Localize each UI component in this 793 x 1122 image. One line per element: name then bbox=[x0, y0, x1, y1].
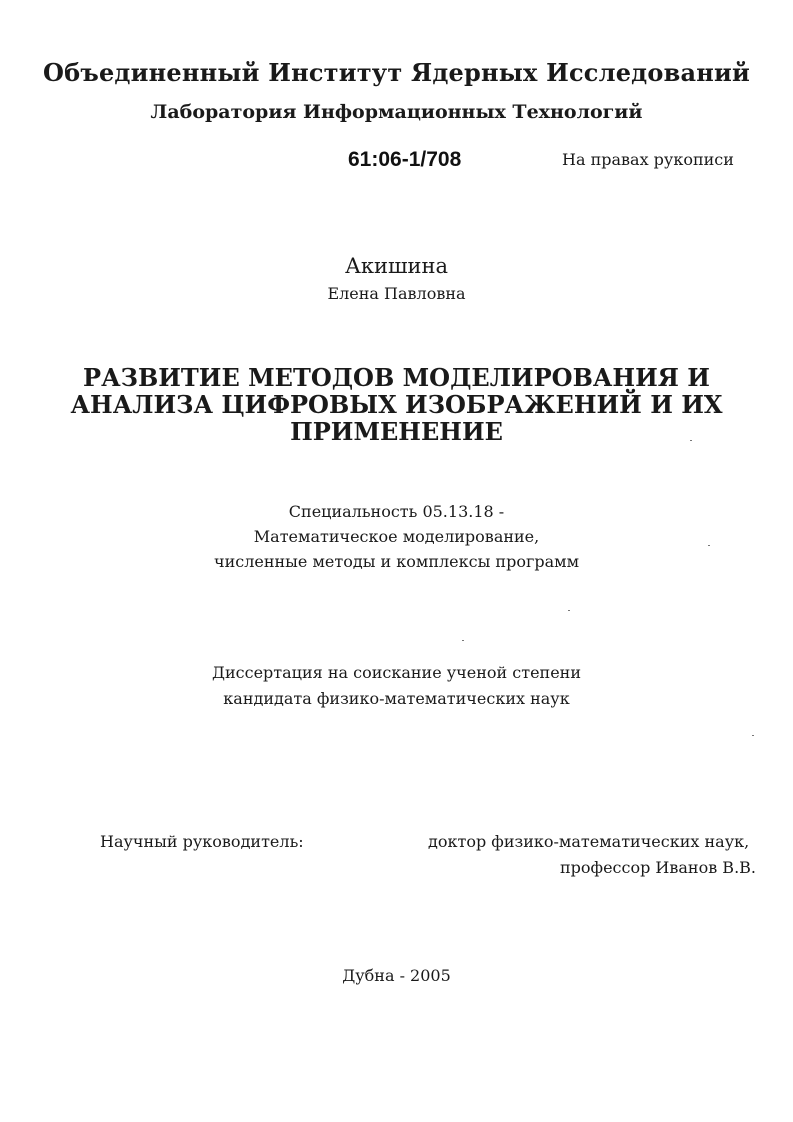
author-given-names: Елена Павловна bbox=[327, 284, 466, 303]
scan-speck bbox=[462, 640, 464, 641]
title-line-3: ПРИМЕНЕНИЕ bbox=[290, 417, 503, 446]
catalog-code: 61:06-1/708 bbox=[348, 148, 462, 171]
place-year: Дубна - 2005 bbox=[342, 966, 451, 985]
laboratory-name: Лаборатория Информационных Технологий bbox=[150, 101, 643, 123]
title-line-2: АНАЛИЗА ЦИФРОВЫХ ИЗОБРАЖЕНИЙ И ИХ bbox=[70, 390, 723, 419]
scan-speck bbox=[568, 610, 570, 611]
supervisor-degree: доктор физико-математических наук, bbox=[428, 832, 750, 851]
degree-block bbox=[0, 660, 793, 712]
supervisor-name: профессор Иванов В.В. bbox=[560, 858, 756, 877]
specialty-line-3: численные методы и комплексы программ bbox=[213, 552, 580, 571]
institute-name: Объединенный Институт Ядерных Исследований bbox=[43, 58, 750, 87]
specialty-line-1: Специальность 05.13.18 - bbox=[288, 502, 505, 521]
scan-speck bbox=[708, 545, 710, 546]
dissertation-title bbox=[0, 364, 793, 445]
supervisor-label: Научный руководитель: bbox=[100, 832, 304, 851]
rights-note: На правах рукописи bbox=[562, 150, 734, 169]
scan-speck bbox=[752, 735, 754, 736]
degree-line-2: кандидата физико-математических наук bbox=[223, 689, 570, 708]
degree-line-1: Диссертация на соискание ученой степени bbox=[211, 663, 581, 682]
scan-speck bbox=[690, 440, 692, 441]
title-line-1: РАЗВИТИЕ МЕТОДОВ МОДЕЛИРОВАНИЯ И bbox=[83, 363, 710, 392]
specialty-block bbox=[0, 499, 793, 574]
author-surname: Акишина bbox=[344, 254, 449, 278]
specialty-line-2: Математическое моделирование, bbox=[253, 527, 540, 546]
